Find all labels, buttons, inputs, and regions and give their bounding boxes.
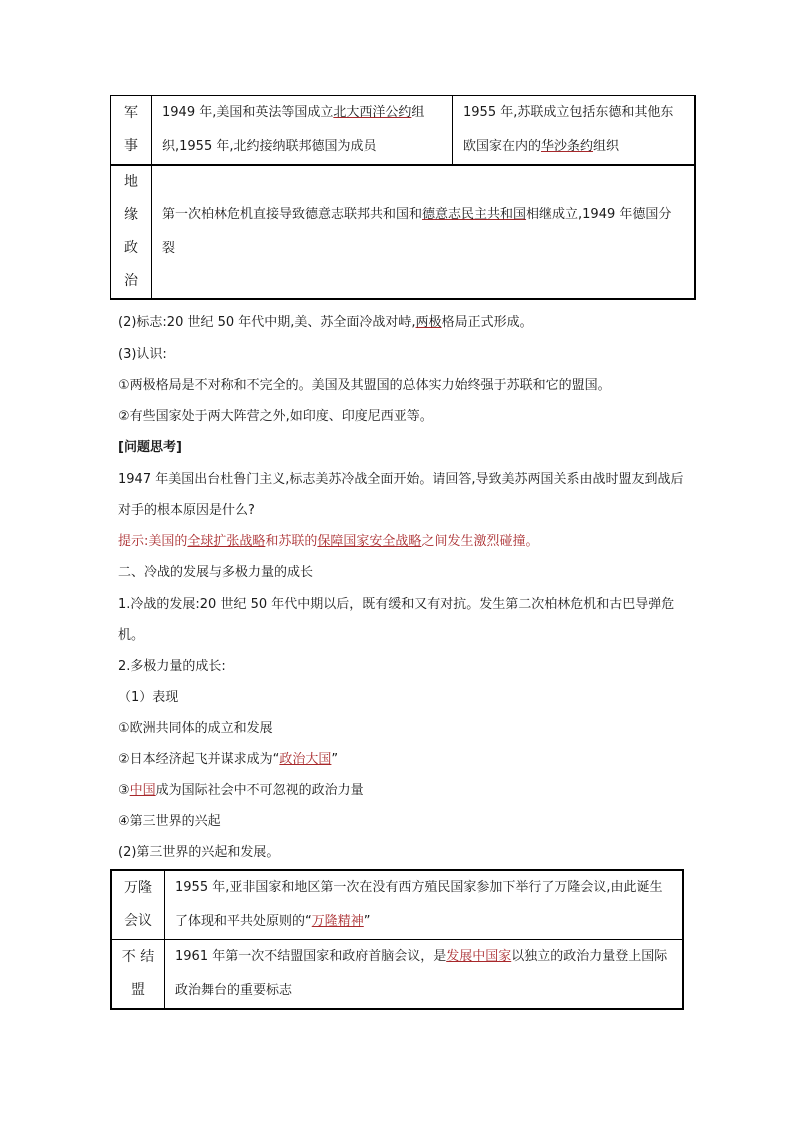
geo-cell: 第一次柏林危机直接导致德意志联邦共和国和德意志民主共和国相继成立,1949 年德国分裂 bbox=[152, 165, 696, 299]
third-world-heading: (2)第三世界的兴起和发展。 bbox=[118, 845, 280, 860]
bandung-cell: 1955 年,亚非国家和地区第一次在没有西方殖民国家参加下举行了万隆会议,由此诞生了体现和平共处原则的“万隆精神” bbox=[165, 870, 684, 940]
recognition-2: ②有些国家处于两大阵营之外,如印度、印度尼西亚等。 bbox=[118, 409, 433, 424]
military-row bbox=[111, 96, 696, 166]
multipolar-heading: 2.多极力量的成长: bbox=[118, 659, 226, 674]
performance-3: ③中国成为国际社会中不可忽视的政治力量 bbox=[118, 783, 364, 798]
nonaligned-label: 不 结 盟 bbox=[111, 940, 165, 1010]
question-text: 1947 年美国出台杜鲁门主义,标志美苏冷战全面开始。请回答,导致美苏两国关系由战时盟友到战后对手的根本原因是什么? bbox=[118, 472, 684, 518]
cold-war-table bbox=[110, 95, 696, 300]
performance-2: ②日本经济起飞并谋求成为“政治大国” bbox=[118, 752, 339, 767]
nonaligned-cell: 1961 年第一次不结盟国家和政府首脑会议，是发展中国家以独立的政治力量登上国际政治舞台的重要标志 bbox=[165, 940, 684, 1010]
bandung-label: 万隆会议 bbox=[111, 870, 165, 940]
question-title: [问题思考] bbox=[118, 440, 182, 455]
developing-countries: 发展中国家 bbox=[446, 949, 512, 964]
performance-4: ④第三世界的兴起 bbox=[118, 814, 221, 829]
section-2-heading: 二、冷战的发展与多极力量的成长 bbox=[118, 565, 314, 580]
performance-1: ①欧洲共同体的成立和发展 bbox=[118, 721, 273, 736]
bipolar-link: 两极 bbox=[415, 315, 442, 330]
military-label: 军 事 bbox=[111, 96, 152, 166]
warsaw-link: 华沙条约 bbox=[541, 139, 594, 154]
sign-line: (2)标志:20 世纪 50 年代中期,美、苏全面冷战对峙,两极格局正式形成。 bbox=[118, 315, 533, 330]
hint-line: 提示:美国的全球扩张战略和苏联的保障国家安全战略之间发生激烈碰撞。 bbox=[118, 534, 539, 549]
cold-war-development: 1.冷战的发展:20 世纪 50 年代中期以后，既有缓和又有对抗。发生第二次柏林危机和古巴导弹危机。 bbox=[118, 597, 675, 643]
bandung-row bbox=[111, 870, 683, 940]
recognition-1: ①两极格局是不对称和不完全的。美国及其盟国的总体实力始终强于苏联和它的盟国。 bbox=[118, 378, 611, 393]
recognition-heading: (3)认识: bbox=[118, 347, 167, 362]
geo-row bbox=[111, 165, 696, 299]
west-military-cell: 1949 年,美国和英法等国成立北大西洋公约组织,1955 年,北约接纳联邦德国为成员 bbox=[152, 96, 453, 166]
east-military-cell: 1955 年,苏联成立包括东德和其他东欧国家在内的华沙条约组织 bbox=[453, 96, 696, 166]
third-world-table bbox=[110, 869, 684, 1010]
nato-link: 北大西洋公约 bbox=[333, 105, 412, 120]
performance-heading: （1）表现 bbox=[118, 690, 179, 705]
geo-label: 地 缘 政 治 bbox=[111, 165, 152, 299]
gdr-link: 德意志民主共和国 bbox=[422, 207, 527, 222]
nonaligned-row bbox=[111, 940, 683, 1010]
bandung-spirit: 万隆精神 bbox=[311, 914, 364, 929]
